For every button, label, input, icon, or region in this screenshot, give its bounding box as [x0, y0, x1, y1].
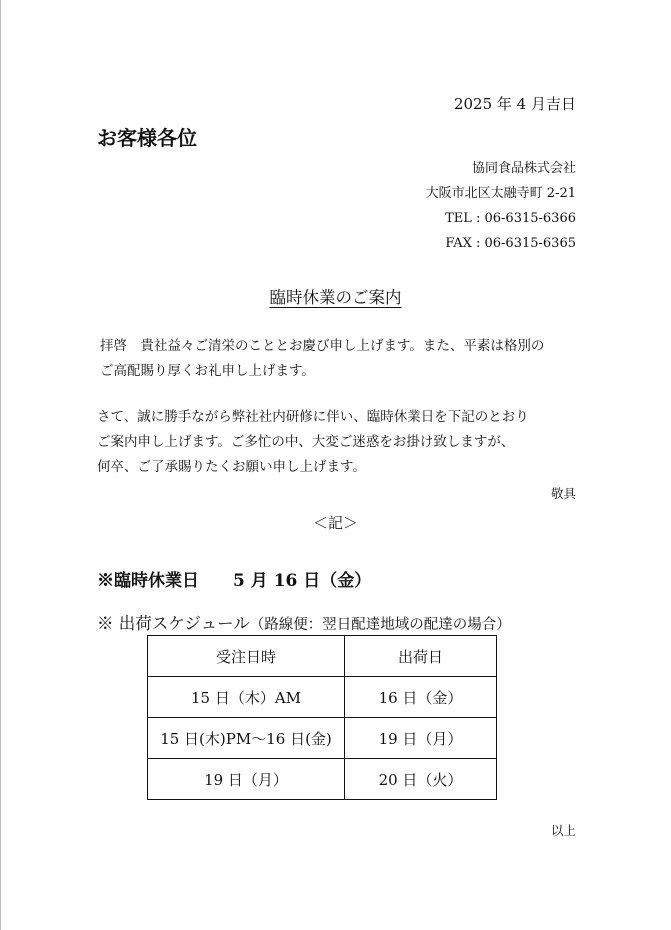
schedule-note: （路線便：翌日配達地域の配達の場合）: [249, 617, 511, 633]
closing-keigu: 敬具: [550, 486, 576, 501]
ki-heading: ＜記＞: [312, 514, 358, 532]
ship-date-cell: 19 日（月）: [345, 718, 497, 759]
paragraph-line: 拝啓 貴社益々ご清栄のこととお慶び申し上げます。また、平素は格別の: [100, 338, 545, 354]
holiday-label: ※臨時休業日: [97, 571, 199, 591]
schedule-heading: [97, 610, 511, 634]
greeting-paragraph: [100, 334, 544, 384]
order-date-cell: 15 日（木）AM: [148, 677, 345, 718]
table-row: [148, 718, 497, 759]
order-date-cell: 19 日（月）: [148, 759, 345, 800]
sender-address: 大阪市北区太融寺町 2-21: [425, 186, 576, 201]
paragraph-line: 何卒、ご了承賜りたくお願い申し上げます。: [97, 459, 366, 475]
table-row: [148, 759, 497, 800]
header-ship-date: 出荷日: [345, 636, 497, 677]
shipping-schedule-table: [147, 635, 497, 800]
header-order-date: 受注日時: [148, 636, 345, 677]
paragraph-line: ご高配賜り厚くお礼申し上げます。: [100, 363, 315, 379]
paragraph-line: さて、誠に勝手ながら弊社社内研修に伴い、臨時休業日を下記のとおり: [97, 409, 529, 425]
sender-company: 協同食品株式会社: [471, 161, 576, 176]
table-row: [148, 677, 497, 718]
sender-block: [426, 156, 576, 256]
holiday-line: [97, 566, 371, 591]
sender-fax: FAX : 06-6315-6365: [445, 236, 576, 251]
order-date-cell: 15 日(木)PM～16 日(金): [148, 718, 345, 759]
page-left-border: [0, 0, 1, 930]
holiday-date: 5 月 16 日（金）: [233, 571, 372, 591]
notice-title-text: 臨時休業のご案内: [269, 288, 402, 307]
document-date: 2025 年 4 月吉日: [453, 95, 576, 113]
ship-date-cell: 16 日（金）: [345, 677, 497, 718]
ship-date-cell: 20 日（火）: [345, 759, 497, 800]
notice-title: [0, 284, 671, 308]
schedule-title: ※ 出荷スケジュール: [97, 614, 250, 633]
paragraph-line: ご案内申し上げます。ご多忙の中、大変ご迷惑をお掛け致しますが、: [97, 434, 515, 450]
sender-tel: TEL : 06-6315-6366: [445, 211, 576, 226]
body-paragraph: [97, 405, 529, 480]
table-header-row: [148, 636, 497, 677]
end-mark: 以上: [550, 823, 576, 838]
recipient-heading: お客様各位: [97, 126, 197, 150]
